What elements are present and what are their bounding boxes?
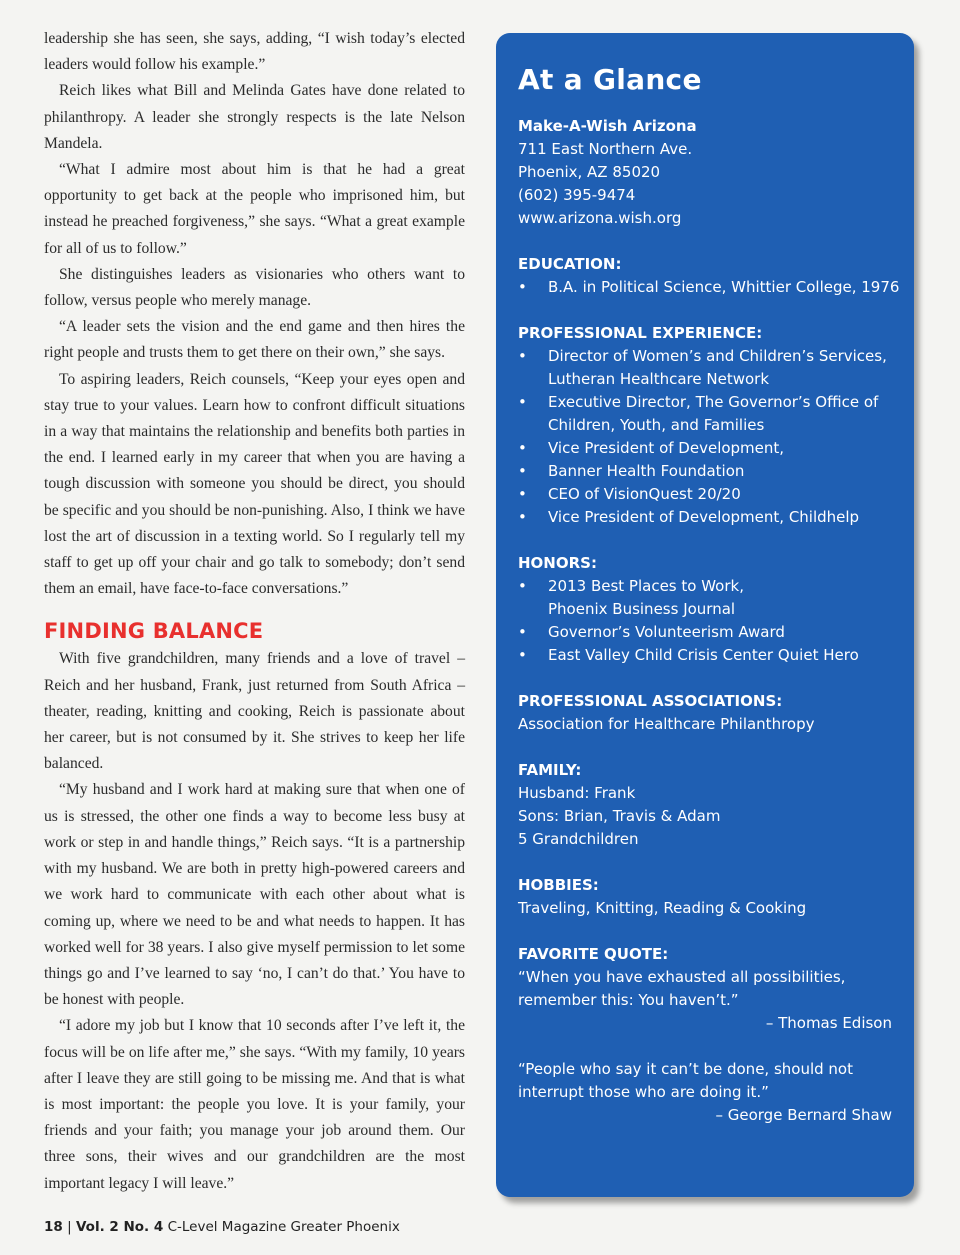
experience-heading: PROFESSIONAL EXPERIENCE: bbox=[518, 324, 763, 342]
list-item bbox=[518, 621, 892, 644]
list-item bbox=[518, 437, 892, 460]
article-column bbox=[44, 26, 465, 1197]
issue-volume: Vol. 2 No. 4 bbox=[75, 1219, 164, 1235]
family-section bbox=[518, 759, 892, 851]
hobbies-heading: HOBBIES: bbox=[518, 876, 599, 894]
list-item-text: CEO of VisionQuest 20/20 bbox=[548, 485, 741, 503]
bullet-icon: • bbox=[518, 278, 527, 296]
list-item-text: Banner Health Foundation bbox=[548, 462, 745, 480]
list-item-text: 2013 Best Places to Work, bbox=[548, 577, 744, 595]
quote-line: remember this: You haven’t.” bbox=[518, 991, 739, 1009]
quote-section bbox=[518, 1058, 892, 1127]
org-city: Phoenix, AZ 85020 bbox=[518, 163, 661, 181]
quote-line: “People who say it can’t be done, should not bbox=[518, 1060, 853, 1078]
quote-heading: FAVORITE QUOTE: bbox=[518, 945, 669, 963]
article-paragraph: Reich likes what Bill and Melinda Gates have done related to philanthropy. A leader she strongly respects is the late Nelson Mandela. bbox=[44, 82, 465, 152]
bullet-icon: • bbox=[518, 646, 527, 664]
bullet-icon: • bbox=[518, 347, 527, 365]
bullet-icon: • bbox=[518, 623, 527, 641]
quote-author: – Thomas Edison bbox=[765, 1014, 892, 1032]
section-heading: FINDING BALANCE bbox=[44, 619, 264, 644]
article-paragraph: To aspiring leaders, Reich counsels, “Keep your eyes open and stay true to your values. Learn how to confront difficult situations in a way that maintains the relationship and benefits both parties in the end. I learned early in my career that when you are having a tough discussion with someone you should be direct, you should be specific and you should be non-punishing. Also, I think we have lost the art of discussion in a texting world. So I regularly tell my staff to get up off your chair and go talk to somebody; don’t send them an email, have face-to-face conversations.” bbox=[44, 370, 465, 598]
bullet-icon: • bbox=[518, 393, 527, 411]
quote-line: “When you have exhausted all possibilities, bbox=[518, 968, 846, 986]
bullet-icon: • bbox=[518, 485, 527, 503]
quote-line: interrupt those who are doing it.” bbox=[518, 1083, 769, 1101]
list-item bbox=[518, 644, 892, 667]
bullet-icon: • bbox=[518, 462, 527, 480]
list-item-text: Children, Youth, and Families bbox=[548, 416, 765, 434]
article-paragraph: “My husband and I work hard at making sure that when one of us is stressed, the other one finds a way to become less busy at work or step in and handle things,” Reich says. “It is a partnership with my husband. We are both in pretty high-powered careers and we work hard to communicate with each other about what is coming up, where we need to be and what needs to happen. It has worked well for 38 years. I also give myself permission to let some things go and I’ve learned to say ‘no, I can’t do that.’ You have to be honest with people. bbox=[44, 781, 465, 1009]
list-item bbox=[518, 506, 892, 529]
quote-author: – George Bernard Shaw bbox=[715, 1106, 892, 1124]
list-item bbox=[518, 483, 892, 506]
list-item-text: East Valley Child Crisis Center Quiet Hero bbox=[548, 646, 859, 664]
list-item bbox=[518, 575, 892, 621]
family-line: Husband: Frank bbox=[518, 784, 636, 802]
org-contact bbox=[518, 115, 892, 230]
family-line: 5 Grandchildren bbox=[518, 830, 639, 848]
article-paragraph: “I adore my job but I know that 10 seconds after I’ve left it, the focus will be on life after me,” she says. “With my family, 10 years after I leave they are still going to be missing me. And that is what is most important: the people you love. It is your family, your friends and your faith; you manage your job around them. Our three sons, their wives and our grandchildren are the most important legacy I will leave.” bbox=[44, 1017, 465, 1192]
hobbies-section bbox=[518, 874, 892, 920]
list-item-text: B.A. in Political Science, Whittier College, 1976 bbox=[548, 278, 900, 296]
bullet-icon: • bbox=[518, 508, 527, 526]
list-item bbox=[518, 345, 892, 391]
list-item-text: Phoenix Business Journal bbox=[548, 600, 736, 618]
list-item bbox=[518, 460, 892, 483]
list-item-text: Governor’s Volunteerism Award bbox=[548, 623, 785, 641]
list-item-text: Vice President of Development, bbox=[548, 439, 785, 457]
magazine-name: C-Level Magazine Greater Phoenix bbox=[167, 1219, 400, 1235]
associations-heading: PROFESSIONAL ASSOCIATIONS: bbox=[518, 692, 783, 710]
education-heading: EDUCATION: bbox=[518, 255, 622, 273]
list-item bbox=[518, 276, 900, 299]
list-item bbox=[518, 391, 892, 437]
quote-section bbox=[518, 943, 892, 1035]
org-address: 711 East Northern Ave. bbox=[518, 140, 693, 158]
article-paragraph: She distinguishes leaders as visionaries who others want to follow, versus people who merely manage. bbox=[44, 265, 465, 310]
list-item-text: Executive Director, The Governor’s Office of bbox=[548, 393, 879, 411]
page-number: 18 bbox=[44, 1219, 63, 1235]
bullet-icon: • bbox=[518, 439, 527, 457]
hobbies-text: Traveling, Knitting, Reading & Cooking bbox=[518, 899, 807, 917]
article-paragraph: With five grandchildren, many friends and a love of travel – Reich and her husband, Frank, just returned from South Africa – theater, reading, knitting and cooking, Reich is passionate about her career, but is not consumed by it. She strives to keep her life balanced. bbox=[44, 650, 465, 773]
family-line: Sons: Brian, Travis & Adam bbox=[518, 807, 721, 825]
org-phone: (602) 395-9474 bbox=[518, 186, 636, 204]
bullet-icon: • bbox=[518, 577, 527, 595]
article-paragraph: “A leader sets the vision and the end game and then hires the right people and trusts them to get there on their own,” she says. bbox=[44, 318, 465, 362]
at-a-glance-sidebar bbox=[496, 33, 914, 1197]
associations-section bbox=[518, 690, 892, 736]
list-item-text: Vice President of Development, Childhelp bbox=[548, 508, 860, 526]
family-heading: FAMILY: bbox=[518, 761, 582, 779]
page-footer bbox=[44, 1219, 400, 1235]
org-name: Make-A-Wish Arizona bbox=[518, 117, 697, 135]
honors-heading: HONORS: bbox=[518, 554, 597, 572]
org-website: www.arizona.wish.org bbox=[518, 209, 682, 227]
honors-section bbox=[518, 552, 892, 667]
list-item-text: Lutheran Healthcare Network bbox=[548, 370, 770, 388]
article-paragraph: “What I admire most about him is that he had a great opportunity to get back at the people who imprisoned him, but instead he preached forgiveness,” she says. “What a great example for all of us to follow.” bbox=[44, 161, 465, 257]
footer-separator: | bbox=[67, 1219, 72, 1235]
associations-text: Association for Healthcare Philanthropy bbox=[518, 715, 815, 733]
list-item-text: Director of Women’s and Children’s Services, bbox=[548, 347, 887, 365]
education-section bbox=[518, 253, 900, 299]
sidebar-title: At a Glance bbox=[518, 63, 702, 96]
article-paragraph: leadership she has seen, she says, adding, “I wish today’s elected leaders would follow his example.” bbox=[44, 30, 465, 74]
experience-section bbox=[518, 322, 892, 529]
